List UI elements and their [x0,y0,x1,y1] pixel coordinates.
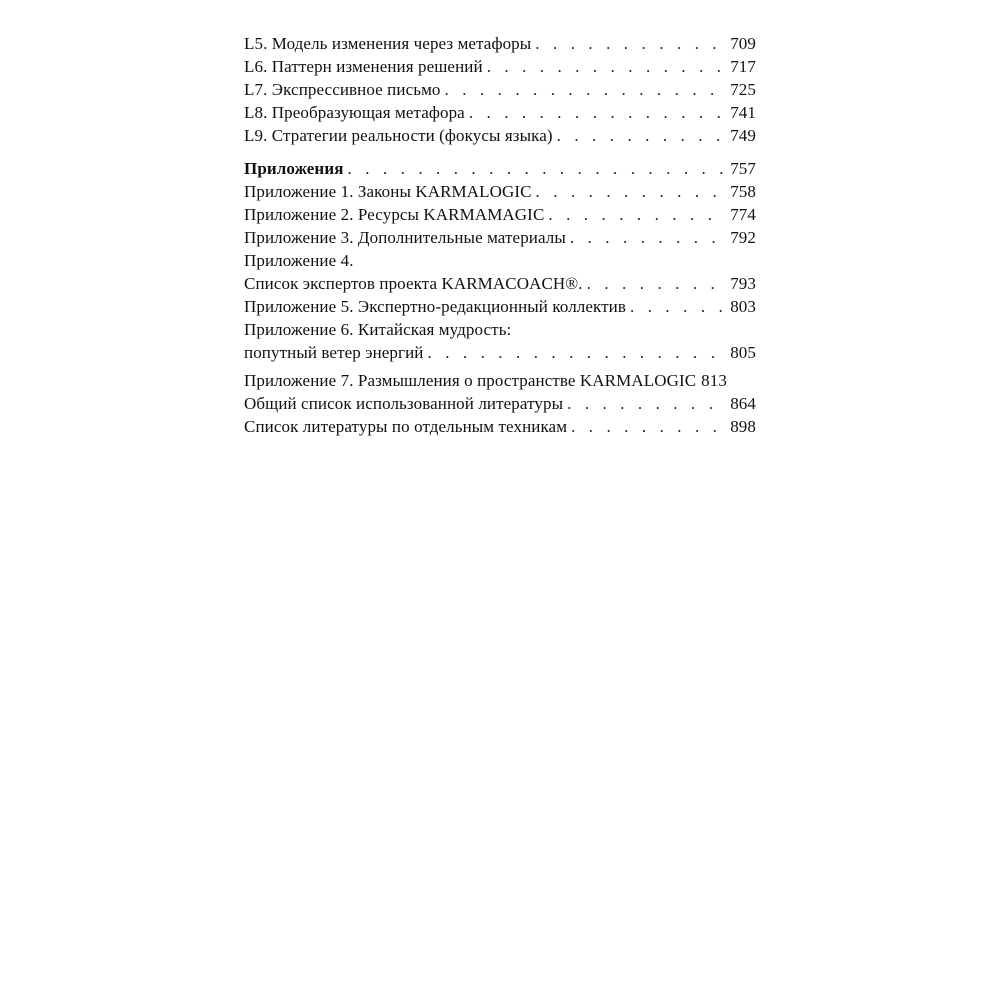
toc-entry-title: Список литературы по отдельным техникам [244,417,568,436]
toc-entry-title: L8. Преобразующая метафора [244,103,465,122]
toc-entry-page: 717 [730,57,756,76]
dot-leader [557,124,727,147]
dot-leader [571,415,726,438]
toc-entry-page: 792 [730,228,756,247]
table-of-contents [244,32,756,438]
toc-entry-title: Приложение 5. Экспертно-редакционный коллектив [244,297,627,316]
toc-entry-page: 864 [730,394,756,413]
dot-leader [548,203,726,226]
dot-leader [348,157,727,180]
toc-entry-page: 725 [730,80,756,99]
toc-entry-appendix-6-line1[interactable] [244,318,756,341]
toc-entry-page: 757 [730,159,756,178]
dot-leader [445,78,727,101]
toc-entry-page: 793 [730,274,756,293]
toc-entry-appendix-2[interactable] [244,203,756,226]
toc-entry-page: 774 [730,205,756,224]
toc-entry-l5[interactable] [244,32,756,55]
toc-entry-title: Приложение 1. Законы KARMALOGIC [244,182,532,201]
dot-leader [536,180,727,203]
toc-entry-title: Приложение 7. Размышления о пространстве KARMALOGIC [244,371,697,390]
toc-entry-l6[interactable] [244,55,756,78]
toc-entry-title: Список экспертов проекта KARMACOACH®. [244,274,583,293]
toc-entry-appendix-4-line1[interactable] [244,249,756,272]
toc-entry-title: Приложение 3. Дополнительные материалы [244,228,566,247]
toc-entry-page: 758 [730,182,756,201]
toc-entry-appendix-6[interactable] [244,341,756,364]
toc-entry-title: Приложение 6. Китайская мудрость: [244,320,512,339]
toc-entry-appendix-3[interactable] [244,226,756,249]
toc-entry-page: 803 [730,297,756,316]
toc-entry-title: Приложение 2. Ресурсы KARMAMAGIC [244,205,545,224]
dot-leader [469,101,726,124]
toc-entry-title: Приложение 4. [244,251,354,270]
toc-entry-title: L6. Паттерн изменения решений [244,57,483,76]
toc-entry-bibliography[interactable] [244,392,756,415]
toc-entry-l9[interactable] [244,124,756,147]
toc-entry-page: 898 [730,417,756,436]
toc-entry-appendix-5[interactable] [244,295,756,318]
toc-entry-page: 741 [730,103,756,122]
toc-entry-technique-bibliography[interactable] [244,415,756,438]
toc-entry-title: L7. Экспрессивное письмо [244,80,441,99]
toc-entry-page: 805 [730,343,756,362]
toc-entry-appendix-7[interactable] [244,369,756,392]
toc-entry-l8[interactable] [244,101,756,124]
toc-entry-page: 749 [730,126,756,145]
toc-entry-title: L9. Стратегии реальности (фокусы языка) [244,126,553,145]
dot-leader [570,226,726,249]
toc-entry-appendix-4[interactable] [244,272,756,295]
toc-entry-title: Общий список использованной литературы [244,394,564,413]
toc-entry-appendix-1[interactable] [244,180,756,203]
dot-leader [428,341,727,364]
toc-entry-title: L5. Модель изменения через метафоры [244,34,532,53]
dot-leader [567,392,726,415]
dot-leader [535,32,726,55]
dot-leader [587,272,727,295]
toc-entry-l7[interactable] [244,78,756,101]
dot-leader [630,295,726,318]
dot-leader [487,55,727,78]
toc-entry-page: 709 [730,34,756,53]
toc-entry-title: попутный ветер энергий [244,343,424,362]
toc-section-appendices[interactable] [244,157,756,180]
toc-section-title: Приложения [244,159,344,178]
toc-entry-page: 813 [701,371,727,390]
